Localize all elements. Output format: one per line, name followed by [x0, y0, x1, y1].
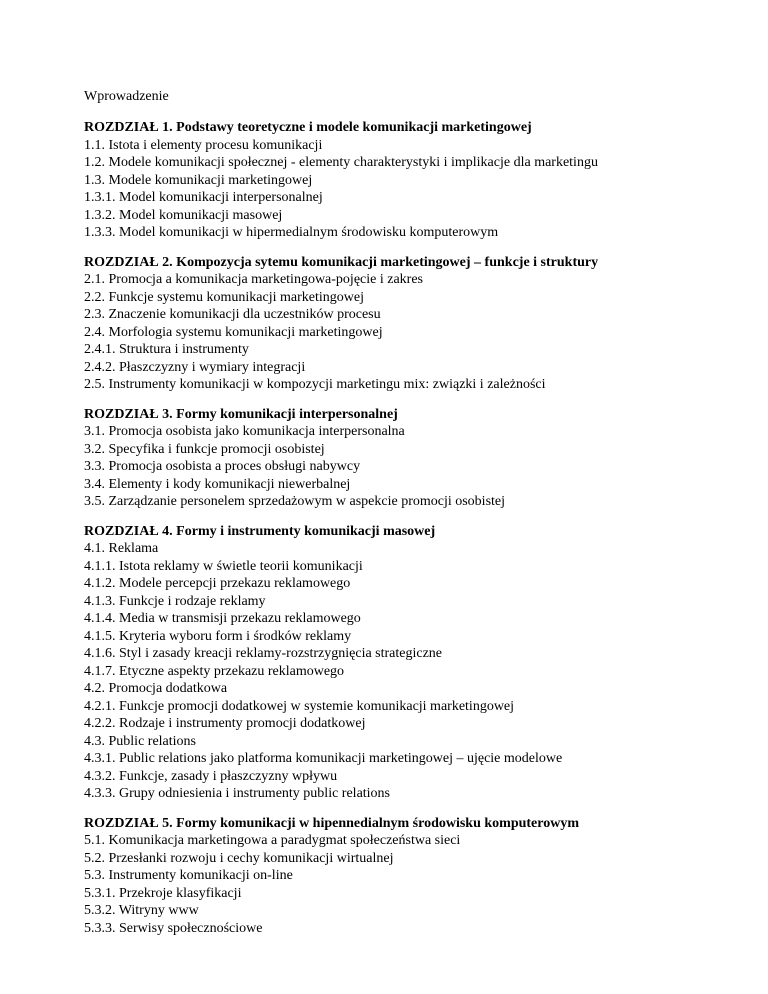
toc-entry: 3.3. Promocja osobista a proces obsługi nabywcy — [84, 459, 361, 474]
toc-entry: 1.3. Modele komunikacji marketingowej — [84, 172, 313, 188]
toc-entry: 3.4. Elementy i kody komunikacji niewerbalnej — [84, 476, 351, 492]
chapter-4 — [84, 523, 764, 803]
toc-entry: 5.1. Komunikacja marketingowa a paradygmat społeczeństwa sieci — [84, 833, 461, 848]
table-of-contents — [84, 119, 764, 949]
toc-entry: 1.2. Modele komunikacji społecznej - elementy charakterystyki i implikacje dla marketingu — [84, 155, 598, 170]
toc-entry: 4.1. Reklama — [84, 541, 159, 556]
chapter-1 — [84, 119, 764, 242]
toc-entry: 2.3. Znaczenie komunikacji dla uczestników procesu — [84, 307, 381, 322]
toc-entry: 4.2.1. Funkcje promocji dodatkowej w systemie komunikacji marketingowej — [84, 698, 515, 714]
toc-entry: 2.5. Instrumenty komunikacji w kompozycji marketingu mix: związki i zależności — [84, 377, 546, 392]
toc-entry: 4.1.3. Funkcje i rodzaje reklamy — [84, 593, 266, 609]
toc-entry: 2.4.1. Struktura i instrumenty — [84, 342, 249, 357]
toc-entry: 5.3.3. Serwisy społecznościowe — [84, 920, 263, 936]
chapter-title: ROZDZIAŁ 5. Formy komunikacji w hipennedialnym środowisku komputerowym — [84, 815, 580, 831]
chapter-5 — [84, 815, 764, 938]
chapter-3 — [84, 406, 764, 511]
toc-entry: 4.1.7. Etyczne aspekty przekazu reklamowego — [84, 663, 345, 679]
chapter-2 — [84, 254, 764, 394]
toc-entry: 3.5. Zarządzanie personelem sprzedażowym w aspekcie promocji osobistej — [84, 494, 506, 509]
toc-entry: 5.3.1. Przekroje klasyfikacji — [84, 885, 242, 901]
toc-entry: 2.1. Promocja a komunikacja marketingowa-pojęcie i zakres — [84, 272, 423, 287]
toc-entry: 2.2. Funkcje systemu komunikacji marketingowej — [84, 289, 364, 305]
toc-entry: 1.3.1. Model komunikacji interpersonalnej — [84, 190, 323, 205]
toc-entry: 1.3.3. Model komunikacji w hipermedialnym środowisku komputerowym — [84, 225, 499, 240]
toc-entry: 2.4.2. Płaszczyzny i wymiary integracji — [84, 359, 306, 375]
toc-entry: 4.3.1. Public relations jako platforma komunikacji marketingowej – ujęcie modelowe — [84, 751, 563, 766]
toc-entry: 4.1.2. Modele percepcji przekazu reklamowego — [84, 576, 351, 591]
toc-entry: 4.3.3. Grupy odniesienia i instrumenty public relations — [84, 786, 391, 801]
toc-entry: 5.3. Instrumenty komunikacji on-line — [84, 868, 293, 883]
chapter-title: ROZDZIAŁ 1. Podstawy teoretyczne i modele komunikacji marketingowej — [84, 120, 532, 135]
chapter-title: ROZDZIAŁ 3. Formy komunikacji interpersonalnej — [84, 406, 398, 422]
toc-entry: 2.4. Morfologia systemu komunikacji marketingowej — [84, 324, 383, 340]
toc-entry: 4.1.1. Istota reklamy w świetle teorii komunikacji — [84, 558, 363, 574]
toc-entry: 4.1.6. Styl i zasady kreacji reklamy-rozstrzygnięcia strategiczne — [84, 646, 443, 661]
toc-entry: 4.2. Promocja dodatkowa — [84, 681, 228, 696]
toc-entry: 5.2. Przesłanki rozwoju i cechy komunikacji wirtualnej — [84, 850, 394, 866]
chapter-title: ROZDZIAŁ 2. Kompozycja sytemu komunikacji marketingowej – funkcje i struktury — [84, 254, 599, 270]
toc-entry: 4.1.5. Kryteria wyboru form i środków reklamy — [84, 628, 352, 644]
toc-entry: 1.3.2. Model komunikacji masowej — [84, 207, 283, 223]
toc-entry: 4.3. Public relations — [84, 733, 196, 749]
toc-entry: 3.2. Specyfika i funkcje promocji osobistej — [84, 441, 325, 457]
toc-entry: 4.3.2. Funkcje, zasady i płaszczyzny wpływu — [84, 768, 338, 784]
toc-entry: 5.3.2. Witryny www — [84, 903, 199, 918]
chapter-title: ROZDZIAŁ 4. Formy i instrumenty komunikacji masowej — [84, 523, 436, 539]
toc-entry: 1.1. Istota i elementy procesu komunikacji — [84, 137, 323, 153]
toc-entry: 3.1. Promocja osobista jako komunikacja interpersonalna — [84, 424, 405, 439]
intro-heading: Wprowadzenie — [84, 89, 169, 104]
toc-entry: 4.1.4. Media w transmisji przekazu reklamowego — [84, 611, 361, 626]
toc-entry: 4.2.2. Rodzaje i instrumenty promocji dodatkowej — [84, 716, 366, 731]
